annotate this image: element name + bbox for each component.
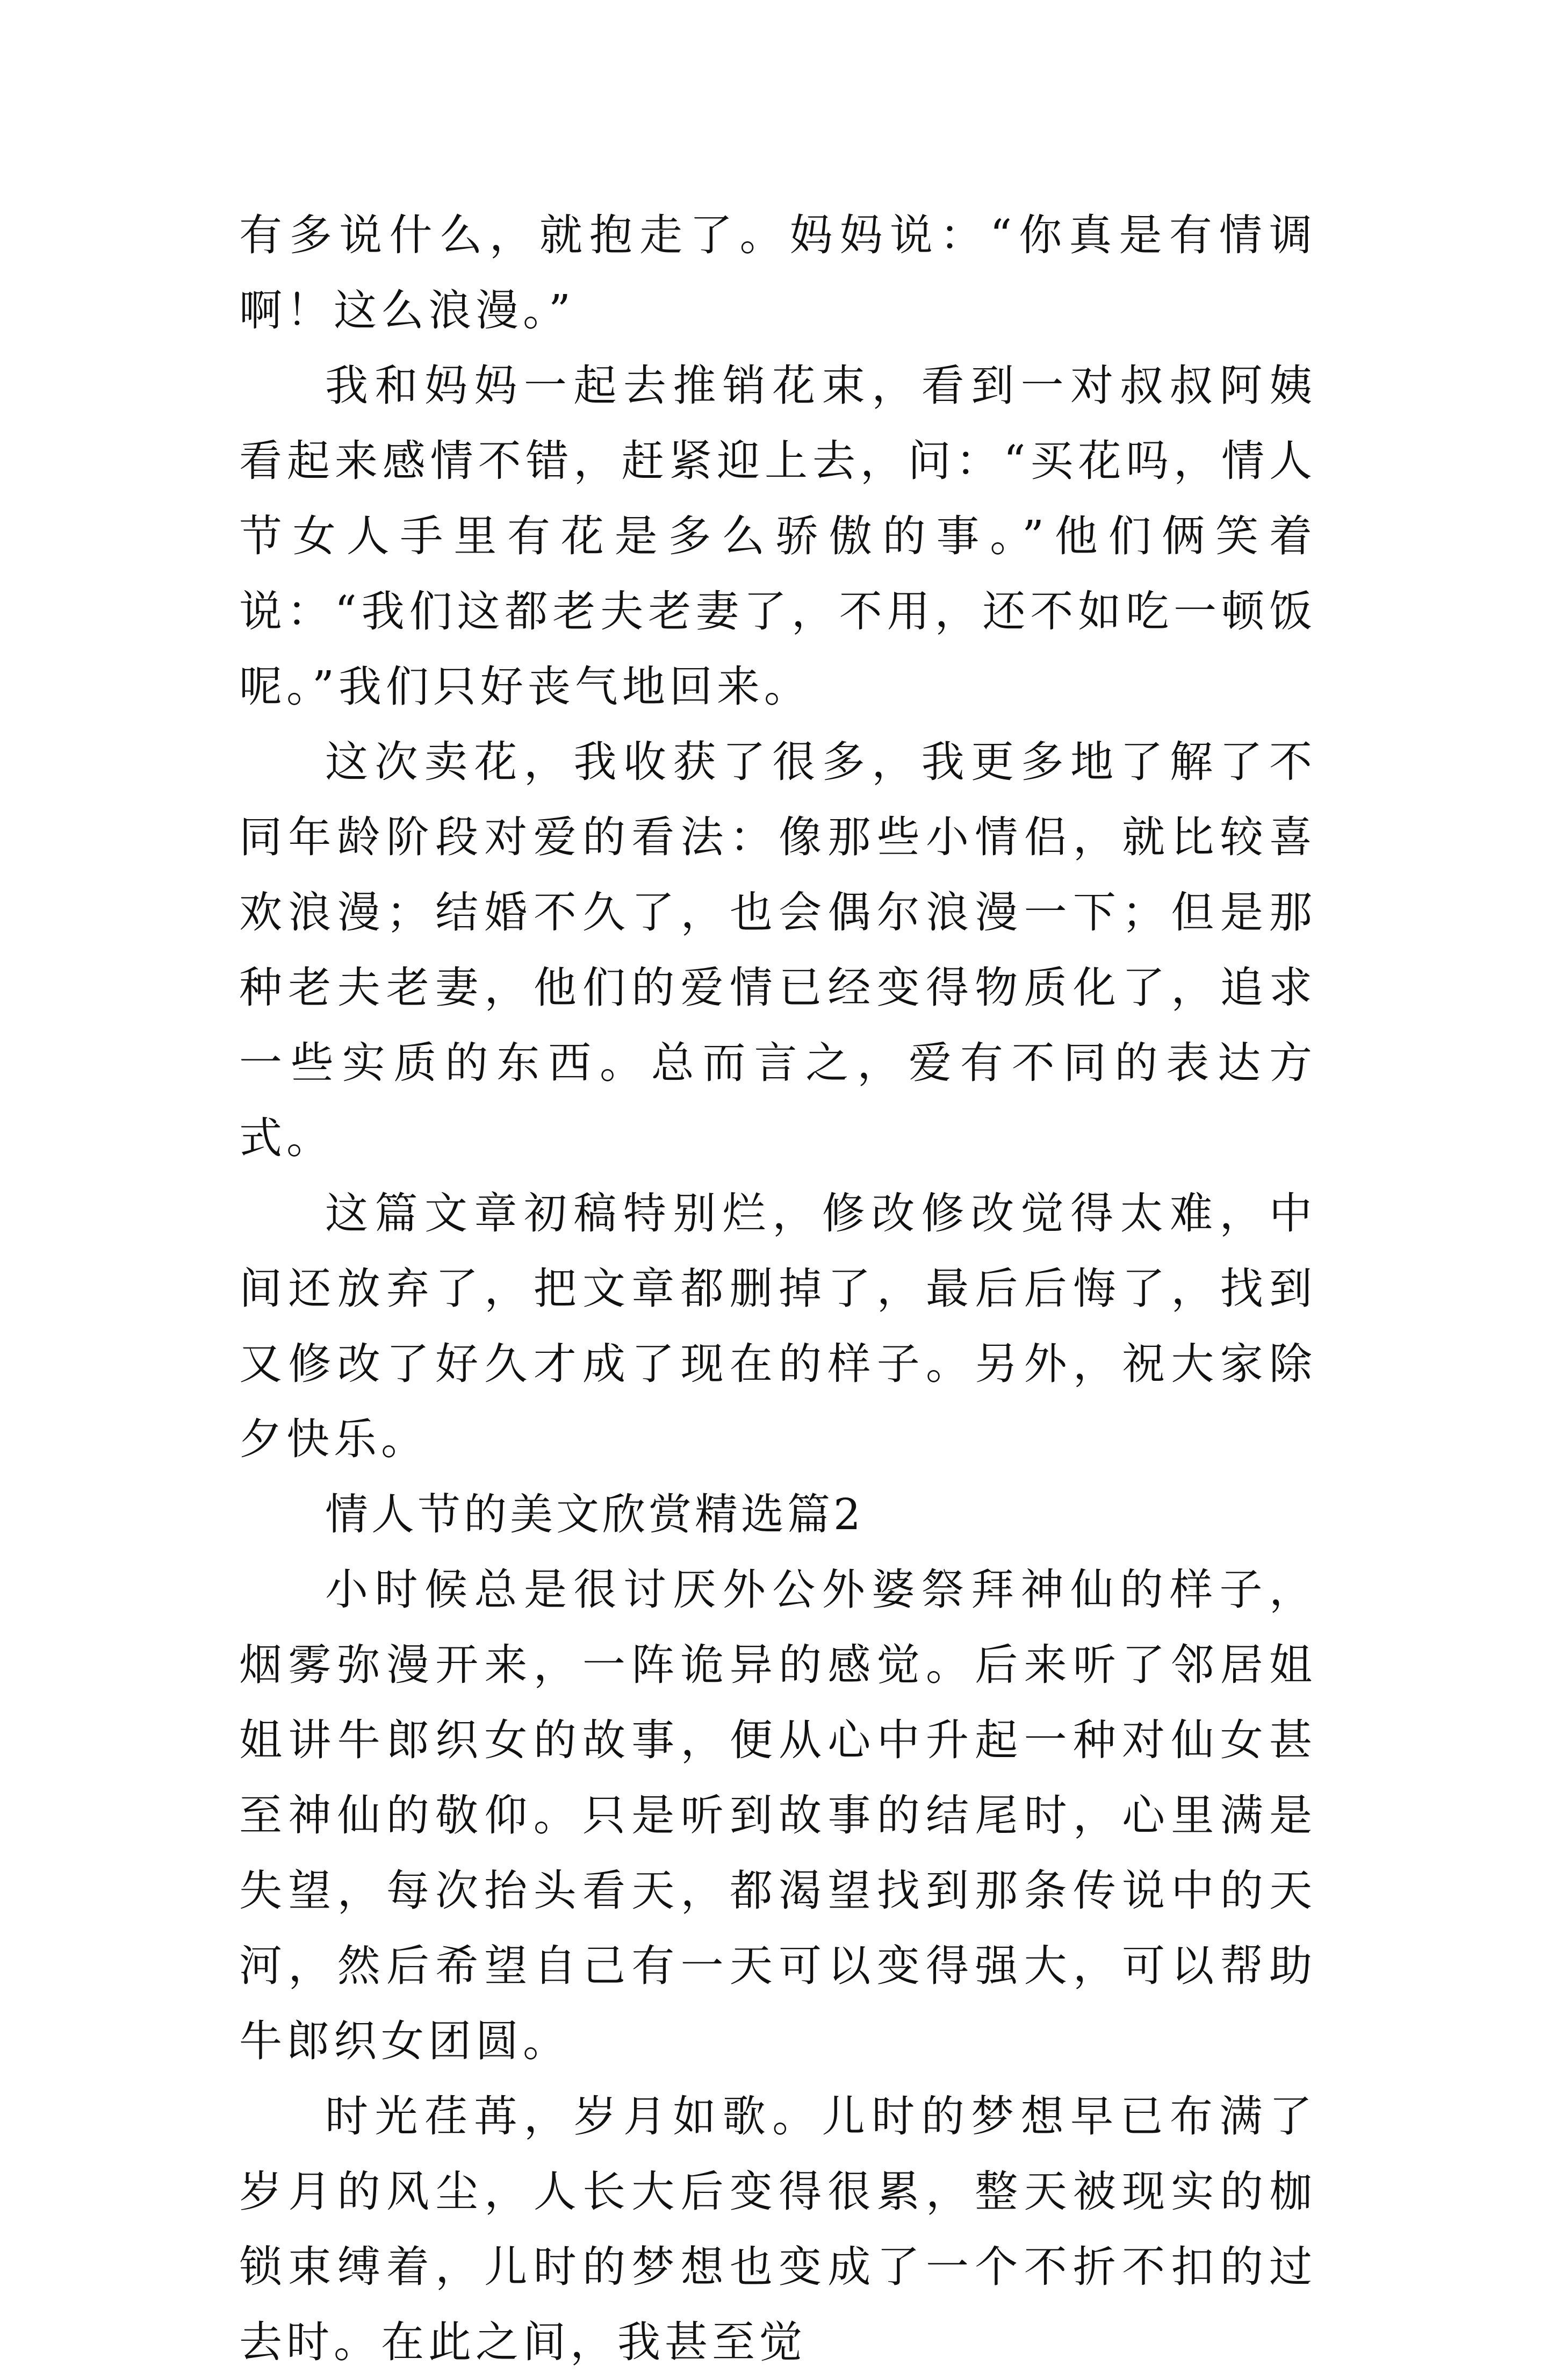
- paragraph-6: 时光荏苒，岁月如歌。儿时的梦想早已布满了岁月的风尘，人长大后变得很累，整天被现实的枷锁束缚着，儿时的梦想也变成了一个不折不扣的过去时。在此之间，我甚至觉: [239, 2091, 1316, 2367]
- section-heading: 情人节的美文欣赏精选篇2: [325, 1489, 864, 1539]
- paragraph-2: 我和妈妈一起去推销花束，看到一对叔叔阿姨看起来感情不错，赶紧迎上去，问：“买花吗，情人节女人手里有花是多么骄傲的事。”他们俩笑着说：“我们这都老夫老妻了，不用，还不如吃一顿饭呢。”我们只好丧气地回来。: [239, 361, 1316, 712]
- article-body: [239, 198, 1316, 2380]
- paragraph-5: 小时候总是很讨厌外公外婆祭拜神仙的样子，烟雾弥漫开来，一阵诡异的感觉。后来听了邻居姐姐讲牛郎织女的故事，便从心中升起一种对仙女甚至神仙的敬仰。只是听到故事的结尾时，心里满是失望，每次抬头看天，都渴望找到那条传说中的天河，然后希望自己有一天可以变得强大，可以帮助牛郎织女团圆。: [239, 1565, 1316, 2066]
- paragraph-1: 有多说什么，就抱走了。妈妈说：“你真是有情调啊！这么浪漫。”: [239, 210, 1316, 335]
- paragraph-4: 这篇文章初稿特别烂，修改修改觉得太难，中间还放弃了，把文章都删掉了，最后后悔了，找到又修改了好久才成了现在的样子。另外，祝大家除夕快乐。: [239, 1188, 1316, 1464]
- paragraph-3: 这次卖花，我收获了很多，我更多地了解了不同年龄阶段对爱的看法：像那些小情侣，就比较喜欢浪漫；结婚不久了，也会偶尔浪漫一下；但是那种老夫老妻，他们的爱情已经变得物质化了，追求一些实质的东西。总而言之，爱有不同的表达方式。: [239, 737, 1316, 1163]
